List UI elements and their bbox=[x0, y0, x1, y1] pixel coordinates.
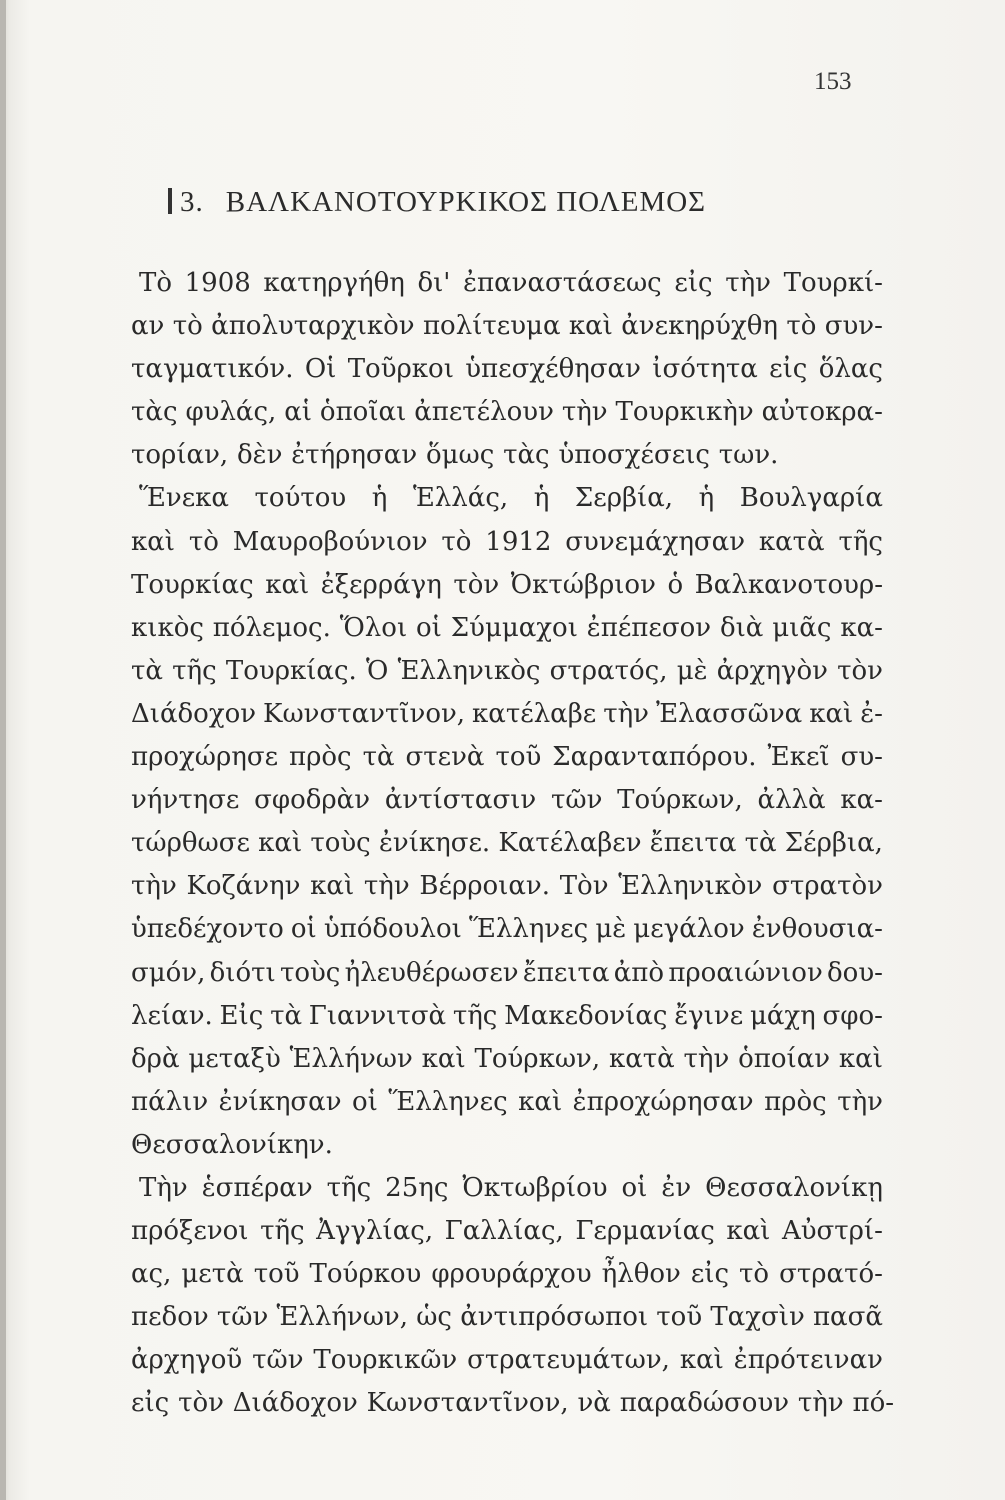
word: στρατευμάτων, bbox=[467, 1345, 670, 1376]
word: πεδον bbox=[131, 1302, 209, 1333]
word: τὸ bbox=[786, 311, 817, 342]
word: καὶ bbox=[568, 311, 613, 342]
section-number: 3. bbox=[180, 186, 204, 218]
word: αὐτοκρα- bbox=[761, 397, 883, 428]
word: Τουρκί- bbox=[783, 268, 883, 298]
word: τὸ bbox=[188, 526, 219, 557]
text-line bbox=[131, 1382, 895, 1425]
word: Τούρκων, bbox=[617, 785, 743, 816]
text-line bbox=[131, 305, 883, 348]
word: καὶ bbox=[131, 526, 176, 557]
word: εἰς bbox=[131, 1388, 170, 1419]
word: Ὅλοι bbox=[339, 612, 408, 643]
word: διότι bbox=[209, 957, 276, 988]
word: Γερμανίας bbox=[575, 1216, 715, 1247]
word: ἀλλὰ bbox=[757, 785, 826, 816]
body-text bbox=[131, 262, 895, 1426]
word: ἐπρότειναν bbox=[733, 1345, 883, 1376]
word: Διάδοχον bbox=[232, 1388, 358, 1419]
word: Τουρκικὴν bbox=[615, 397, 754, 428]
word: τὰς bbox=[131, 397, 178, 428]
word: μάχη bbox=[749, 1000, 816, 1031]
word: Τουρκίας. bbox=[225, 655, 357, 686]
word: Ταχσὶν bbox=[710, 1302, 805, 1333]
word: ὑπεσχέθησαν bbox=[465, 354, 641, 385]
word: τῆς bbox=[172, 655, 217, 686]
word: ας, bbox=[131, 1259, 172, 1290]
text-line bbox=[131, 1038, 883, 1081]
word: στρατός, bbox=[549, 655, 668, 686]
word: Αὐστρί- bbox=[781, 1216, 883, 1247]
word: Ἕνεκα bbox=[139, 483, 229, 514]
word: ἀρχηγὸν bbox=[716, 655, 828, 686]
word: ἡ bbox=[371, 483, 388, 514]
word: Ἑλλάς, bbox=[412, 483, 509, 514]
word: Κοζάνην bbox=[186, 871, 301, 902]
word: τὴν bbox=[561, 397, 608, 428]
text-line bbox=[131, 908, 883, 951]
word: Διάδοχον bbox=[131, 698, 257, 729]
word: τὴν bbox=[725, 268, 771, 298]
word: ἐπέπεσον bbox=[586, 612, 712, 643]
word: στρατό- bbox=[779, 1259, 883, 1290]
word: τῆς bbox=[260, 1216, 305, 1247]
text-line bbox=[131, 736, 883, 779]
word: τούτου bbox=[254, 483, 347, 514]
word: ὑπεδέχοντο bbox=[131, 914, 284, 945]
word: πολίτευμα bbox=[422, 311, 561, 342]
word: προχώρησε bbox=[131, 742, 279, 773]
word: τὴν bbox=[837, 1086, 883, 1117]
word: ὅμως bbox=[425, 440, 495, 471]
word: τῆς bbox=[326, 1172, 372, 1203]
word: κατέλαβε bbox=[472, 698, 597, 729]
word: τὸν bbox=[837, 655, 883, 686]
text-line bbox=[131, 348, 883, 391]
word: ἔπειτα bbox=[522, 957, 610, 988]
text-line bbox=[131, 779, 883, 822]
word: πόλεμος. bbox=[212, 612, 331, 643]
word: στενὰ bbox=[405, 742, 485, 773]
word: Κατέλαβεν bbox=[498, 828, 642, 859]
word: ἀντιπρόσωποι bbox=[460, 1302, 649, 1333]
word: ὁποίαν bbox=[738, 1043, 831, 1074]
word: μεταξὺ bbox=[188, 1043, 281, 1074]
text-line bbox=[131, 477, 883, 520]
word: Ἐλασσῶνα bbox=[655, 698, 803, 729]
word: σφο- bbox=[822, 1000, 883, 1031]
word: Ἀγγλίας, bbox=[316, 1216, 434, 1247]
word: Σέρβια, bbox=[784, 828, 883, 859]
word: πάλιν bbox=[131, 1086, 209, 1117]
word: Θεσσαλονίκῃ bbox=[705, 1172, 883, 1203]
word: τὰ bbox=[362, 742, 395, 773]
word: τὸ bbox=[739, 1259, 770, 1290]
word: καὶ bbox=[421, 1043, 466, 1074]
text-line bbox=[131, 262, 883, 305]
text-line bbox=[131, 1124, 883, 1167]
word: Ἕλληνες bbox=[468, 914, 589, 945]
word: ἀνεκηρύχθη bbox=[621, 311, 778, 342]
word: τοῦ bbox=[656, 1302, 703, 1333]
text-line bbox=[131, 865, 883, 908]
word: συνεμάχησαν bbox=[565, 526, 746, 557]
word: συ- bbox=[840, 742, 883, 773]
word: ἐνίκησε. bbox=[378, 828, 491, 859]
text-line bbox=[131, 650, 883, 693]
word: δου- bbox=[827, 957, 883, 988]
word: Ἑλληνικὸς bbox=[397, 655, 541, 686]
text-line bbox=[131, 1081, 883, 1124]
word: Τοῦρκοι bbox=[347, 354, 454, 385]
word: 25ης bbox=[385, 1172, 449, 1203]
word: Σύμμαχοι bbox=[450, 612, 578, 643]
word: οἱ bbox=[290, 914, 317, 945]
word: φυλάς, bbox=[185, 397, 277, 428]
word: διὰ bbox=[719, 612, 764, 643]
word: τοῦ bbox=[253, 1259, 300, 1290]
word: ὡς bbox=[416, 1302, 452, 1333]
word: τοὺς bbox=[310, 828, 371, 859]
word: καὶ bbox=[518, 1086, 563, 1117]
word: ταγματικόν. bbox=[131, 354, 294, 385]
word: ἀπετέλουν bbox=[414, 397, 554, 428]
word: κατὰ bbox=[758, 526, 825, 557]
word: τὴν bbox=[683, 1043, 730, 1074]
word: οἱ bbox=[416, 612, 442, 643]
page-number: 153 bbox=[814, 68, 852, 95]
word: μιᾶς bbox=[772, 612, 832, 643]
text-line bbox=[131, 995, 883, 1038]
word: ἐν bbox=[661, 1172, 692, 1203]
text-line bbox=[131, 391, 883, 434]
word: τορίαν, bbox=[131, 440, 229, 471]
word: αν bbox=[131, 311, 165, 342]
word: Ἐκεῖ bbox=[767, 742, 830, 773]
word: σφοδρὰν bbox=[254, 785, 371, 816]
word: τὴν bbox=[131, 871, 177, 902]
word: οἱ bbox=[352, 1086, 378, 1117]
word: ἀντίστασιν bbox=[384, 785, 537, 816]
margin-mark bbox=[168, 188, 172, 214]
word: ἠλευθέρωσεν bbox=[344, 957, 519, 988]
word: ἐνίκησαν bbox=[218, 1086, 342, 1117]
word: ἐπαναστάσεως bbox=[463, 268, 662, 298]
word: πρὸς bbox=[289, 742, 352, 773]
word: Μακεδονίας bbox=[504, 1000, 668, 1031]
word: τὰς bbox=[503, 440, 550, 471]
word: αἱ bbox=[284, 397, 312, 428]
word: μεγάλον bbox=[633, 914, 745, 945]
word: Ὁ bbox=[366, 655, 389, 686]
word: τὰ bbox=[270, 1000, 303, 1031]
word: μὲ bbox=[676, 655, 708, 686]
word: Βαλκανοτουρ- bbox=[694, 569, 883, 600]
text-line bbox=[131, 1210, 883, 1253]
word: στρατὸν bbox=[772, 871, 883, 902]
word: τὸ bbox=[172, 311, 203, 342]
word: κατηργήθη bbox=[263, 268, 405, 298]
word: ἔγινε bbox=[674, 1000, 744, 1031]
word: τῶν bbox=[216, 1302, 269, 1333]
text-line bbox=[131, 1339, 883, 1382]
text-line bbox=[131, 1253, 883, 1296]
word: Ὀκτωβρίου bbox=[462, 1172, 608, 1203]
word: Ἕλληνες bbox=[388, 1086, 508, 1117]
word: καὶ bbox=[679, 1345, 724, 1376]
word: ὑποσχέσεις bbox=[558, 440, 710, 471]
word: τῆς bbox=[838, 526, 883, 557]
word: ἐ- bbox=[860, 698, 883, 729]
word: τὴν bbox=[603, 698, 649, 729]
text-line bbox=[131, 1167, 883, 1210]
word: Γιαννιτσὰ bbox=[308, 1000, 447, 1031]
word: δρὰ bbox=[131, 1043, 180, 1074]
word: Τὸ bbox=[139, 268, 172, 298]
word: Ἑλληνικὸν bbox=[618, 871, 763, 902]
word: νὰ bbox=[577, 1388, 611, 1419]
word: ἡ bbox=[698, 483, 715, 514]
word: ὁ bbox=[667, 569, 684, 600]
word: τῶν bbox=[550, 785, 603, 816]
text-line bbox=[131, 434, 883, 477]
word: Τούρκου bbox=[309, 1259, 422, 1290]
word: τώρθωσε bbox=[131, 828, 250, 859]
text-line bbox=[131, 822, 883, 865]
text-line bbox=[131, 1296, 883, 1339]
word: Τὸν bbox=[559, 871, 609, 902]
word: ἐνθουσια- bbox=[751, 914, 883, 945]
word: τὴν bbox=[363, 871, 410, 902]
word: συν- bbox=[824, 311, 883, 342]
text-line bbox=[131, 607, 883, 650]
word: Σερβία, bbox=[574, 483, 674, 514]
word: τῶν bbox=[252, 1345, 304, 1376]
word: ἐξερράγη bbox=[320, 569, 442, 600]
word: τῆς bbox=[452, 1000, 498, 1031]
word: Βουλγαρία bbox=[739, 483, 883, 514]
word: νήντησε bbox=[131, 785, 240, 816]
word: καὶ bbox=[265, 569, 310, 600]
word: Τουρκίας bbox=[131, 569, 254, 600]
word: καὶ bbox=[838, 1043, 883, 1074]
word: Οἱ bbox=[304, 354, 337, 385]
word: εἰς bbox=[690, 1259, 730, 1290]
text-line bbox=[131, 564, 883, 607]
word: ἡ bbox=[533, 483, 550, 514]
word: τὸ bbox=[441, 526, 472, 557]
word: ἔπειτα bbox=[649, 828, 737, 859]
word: κατὰ bbox=[608, 1043, 675, 1074]
word: καὶ bbox=[310, 871, 355, 902]
word: λείαν. bbox=[131, 1000, 213, 1031]
word: δι' bbox=[417, 268, 451, 298]
word: ἐπροχώρησαν bbox=[572, 1086, 754, 1117]
word: ἀρχηγοῦ bbox=[131, 1345, 243, 1376]
word: σμόν, bbox=[131, 957, 206, 988]
word: παραδώσουν bbox=[619, 1388, 790, 1419]
word: των. bbox=[718, 440, 779, 471]
word: προαιώνιον bbox=[668, 957, 823, 988]
word: ὑπόδουλοι bbox=[323, 914, 462, 945]
word: Κωνσταντῖνον, bbox=[366, 1388, 569, 1419]
word: ὁποῖαι bbox=[319, 397, 407, 428]
word: πρόξενοι bbox=[131, 1216, 249, 1247]
word: εἰς bbox=[769, 354, 808, 385]
word: μετὰ bbox=[181, 1259, 244, 1290]
word: Εἰς bbox=[219, 1000, 264, 1031]
word: πρὸς bbox=[764, 1086, 827, 1117]
section-heading bbox=[168, 186, 848, 219]
section-title: ΒΑΛΚΑΝΟΤΟΥΡΚΙΚΟΣ ΠΟΛΕΜΟΣ bbox=[225, 186, 707, 218]
word: ἐτήρησαν bbox=[291, 440, 418, 471]
word: Τουρκικῶν bbox=[313, 1345, 458, 1376]
word: καὶ bbox=[726, 1216, 771, 1247]
word: κικὸς bbox=[131, 612, 204, 643]
word: Σαρανταπόρου. bbox=[552, 742, 757, 773]
word: καὶ bbox=[258, 828, 303, 859]
word: οἱ bbox=[621, 1172, 648, 1203]
word: 1908 bbox=[184, 268, 251, 298]
word: ὅλας bbox=[818, 354, 883, 385]
word: κα- bbox=[840, 785, 883, 816]
word: Γαλλίας, bbox=[444, 1216, 564, 1247]
word: καὶ bbox=[809, 698, 854, 729]
word: τὴν bbox=[797, 1388, 844, 1419]
binding-edge bbox=[0, 0, 6, 1500]
word: Ἑλλήνων bbox=[289, 1043, 413, 1074]
word: 1912 bbox=[485, 526, 552, 557]
word: Μαυροβούνιον bbox=[232, 526, 428, 557]
word: ἀπὸ bbox=[613, 957, 665, 988]
word: δὲν bbox=[236, 440, 283, 471]
word: τὰ bbox=[131, 655, 163, 686]
text-line bbox=[131, 952, 883, 995]
word: ἀπολυταρχικὸν bbox=[211, 311, 415, 342]
text-line bbox=[131, 521, 883, 564]
word: κα- bbox=[840, 612, 883, 643]
word: εἰς bbox=[674, 268, 713, 298]
word: τὰ bbox=[744, 828, 777, 859]
word: ἰσότητα bbox=[652, 354, 758, 385]
word: ἦλθον bbox=[601, 1259, 681, 1290]
word: Θεσσαλονίκην. bbox=[131, 1129, 333, 1160]
word: τὸν bbox=[453, 569, 500, 600]
word: Κωνσταντῖνον, bbox=[263, 698, 466, 729]
word: ἑσπέραν bbox=[201, 1172, 313, 1203]
word: πασᾶ bbox=[812, 1302, 883, 1333]
word: μὲ bbox=[595, 914, 627, 945]
text-line bbox=[131, 693, 883, 736]
word: τὸν bbox=[178, 1388, 224, 1419]
word: τοὺς bbox=[279, 957, 341, 988]
word: Τὴν bbox=[139, 1172, 188, 1203]
word: Ὀκτώβριον bbox=[510, 569, 656, 600]
word: φρουράρχου bbox=[431, 1259, 592, 1290]
word: Ἑλλήνων, bbox=[276, 1302, 408, 1333]
word: Τούρκων, bbox=[474, 1043, 601, 1074]
word: πό- bbox=[852, 1388, 895, 1419]
word: Βέρροιαν. bbox=[419, 871, 550, 902]
word: τοῦ bbox=[495, 742, 542, 773]
